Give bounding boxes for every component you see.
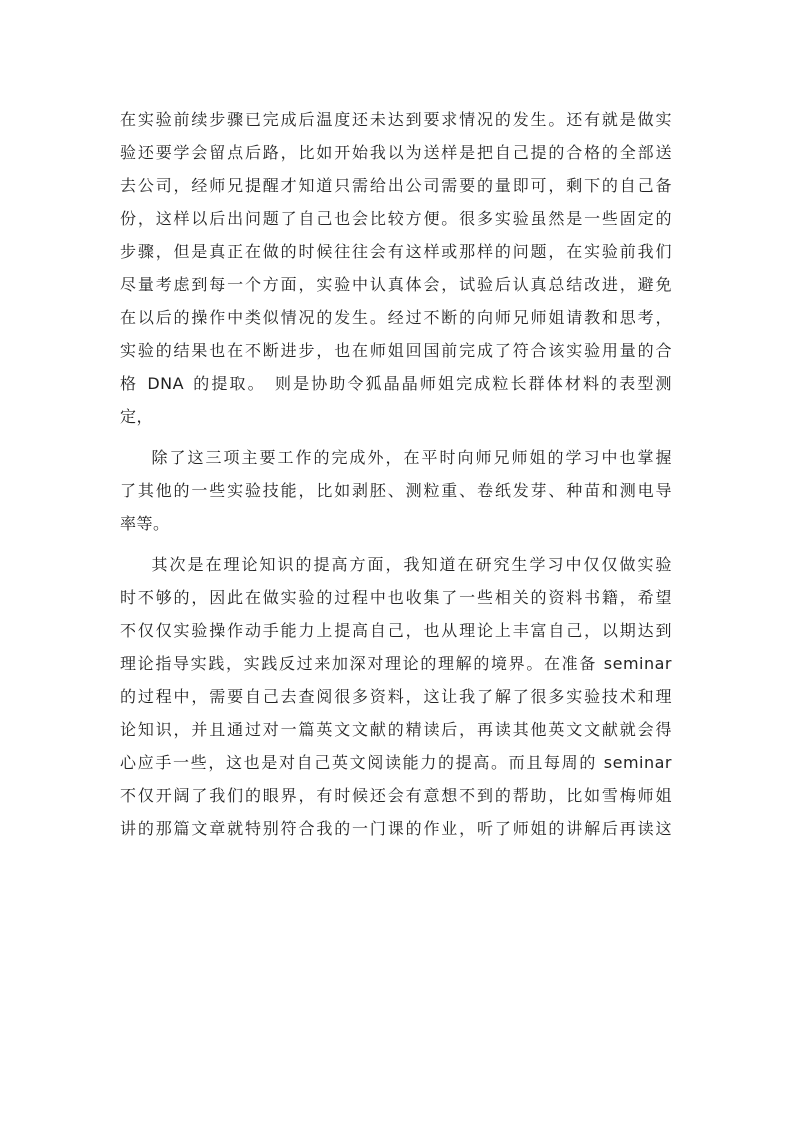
text-line: 不仅开阔了我们的眼界，有时候还会有意想不到的帮助，比如雪梅师姐 xyxy=(120,786,672,805)
text-line: 验还要学会留点后路，比如开始我以为送样是把自己提的合格的全部送 xyxy=(120,143,672,162)
text-line: 时不够的，因此在做实验的过程中也收集了一些相关的资料书籍，希望 xyxy=(120,588,672,607)
text-line: 在以后的操作中类似情况的发生。经过不断的向师兄师姐请教和思考， xyxy=(120,308,672,327)
text-line: 实验的结果也在不断进步，也在师姐回国前完成了符合该实验用量的合 xyxy=(120,341,672,360)
text-line-indented xyxy=(120,548,672,581)
text-line: 份，这样以后出问题了自己也会比较方便。很多实验虽然是一些固定的 xyxy=(120,209,672,228)
text-line: 尽量考虑到每一个方面，实验中认真体会，试验后认真总结改进，避免 xyxy=(120,275,672,294)
body-text xyxy=(120,103,672,853)
text-line: 在实验前续步骤已完成后温度还未达到要求情况的发生。还有就是做实 xyxy=(120,110,672,129)
text-line: 心应手一些，这也是对自己英文阅读能力的提高。而且每周的 seminar xyxy=(120,753,672,772)
text-line: 去公司，经师兄提醒才知道只需给出公司需要的量即可，剩下的自己备 xyxy=(120,176,672,195)
text-line-indented xyxy=(120,441,672,474)
text-line: 不仅仅实验操作动手能力上提高自己，也从理论上丰富自己，以期达到 xyxy=(120,621,672,640)
text-line: 理论指导实践，实践反过来加深对理论的理解的境界。在准备 seminar xyxy=(120,654,672,673)
text-line: 步骤，但是真正在做的时候往往会有这样或那样的问题，在实验前我们 xyxy=(120,242,672,261)
paragraph-1 xyxy=(120,103,672,433)
paragraph-2 xyxy=(120,441,672,540)
text-line-content: 其次是在理论知识的提高方面，我知道在研究生学习中仅仅做实验 xyxy=(150,555,672,574)
text-line: 率等。 xyxy=(120,514,170,533)
text-line: 论知识，并且通过对一篇英文文献的精读后，再读其他英文文献就会得 xyxy=(120,720,672,739)
text-line: 定， xyxy=(120,407,154,426)
text-line: 的过程中，需要自己去查阅很多资料，这让我了解了很多实验技术和理 xyxy=(120,687,672,706)
text-line-content: 除了这三项主要工作的完成外，在平时向师兄师姐的学习中也掌握 xyxy=(150,448,672,467)
text-line: 格 DNA 的提取。 则是协助令狐晶晶师姐完成粒长群体材料的表型测 xyxy=(120,374,672,393)
text-line: 讲的那篇文章就特别符合我的一门课的作业，听了师姐的讲解后再读这 xyxy=(120,819,672,838)
paragraph-3 xyxy=(120,548,672,845)
text-line: 了其他的一些实验技能，比如剥胚、测粒重、卷纸发芽、种苗和测电导 xyxy=(120,481,672,500)
